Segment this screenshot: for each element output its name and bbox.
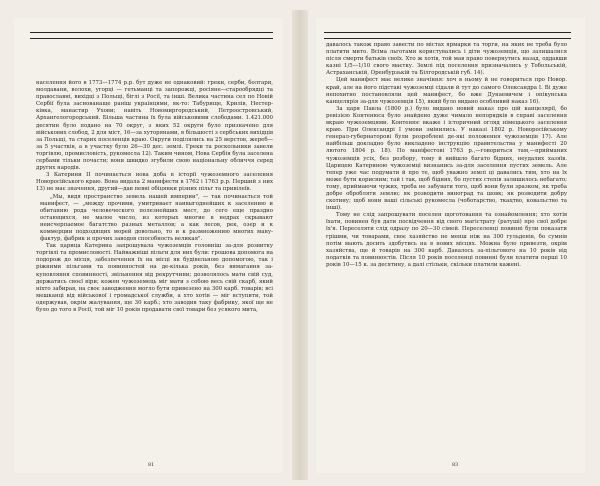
paragraph: Цей манифест має велике значіння: хоч в ньому й не говориться про Новор. край, але на його підставі чужоземці сідали й тут до самого Олександра I. Ві дуже непохитно постановляли цей манифест, бо вже Дунаевичем і опікунська канцелярія за-для чужоземців 15), який було видано особливий наказ 16). — [326, 77, 567, 105]
paragraph: Так царица Катерина запрошувала чужоземців головніш за-для розвитку торгівлі та промисловості. Найважніші пільги для них були: грошова допомога на подорож до місця, забезпечення їх на місці як будівельною допомогою, так і ріжними пільгами та повинностей на де-кілька років, без вимагання закуповляння сповинності, звільнення від рекрутчини; дозволялось мати свій суд, держатись своєї віри; кожен чужоземець міг мати з собою весь свій скарб, який ніхто забирав, на своє заводження могло бути привезено на 300 карб. товарів; всі мешканці від військової і громадської служби, а хто хотів — міг вступити, той одержував, окрім жалування, ще 30 карб.; хто заводив таку фабрику, якої ще не було до того в Росії, той міг 10 років продавати свої товари без усякого мита, — [36, 243, 273, 313]
paragraph: Тому не слід запрошувати поселен щоготовання та ознайомлення; хто хотів їхати, повинен був дати посвідчення від свого магістрату (ратуші) про свої добре їх'я. Переселяти слід одразу по 20—30 сімей. Переселенці повинні були показати грішми, чи товарами, своє хазяйство не менш ніж на 300 гульденів, бо сумнів потім мають досить здобутись на в нових місцях. Можна було привезти, окрім хазяйства, ще й товарів на 300 карб. Давалось за-пільгового на 10 років від податків та повинностів. Після 10 років поселенці повинні були платити перші 10 років 10—15 к. за десятину, а далі стільки, скільки платили кажені. — [326, 212, 567, 268]
header-rule — [324, 32, 571, 39]
book-gutter — [292, 10, 308, 480]
right-page-body — [326, 42, 567, 269]
paragraph: давалось також право завести по містах ярмарки та торги, на яких не треба було платити мито. Всіма льготами користувались і діти чужоземців, що залишалися після смерти батьків своїх. Хто ж хотів, той мав право повернутись назад, оддавши казні 1/5—1/10 свого маєтку. Землі під поселення призначались у Тобольській, Астраханській, Оренбурзькій та Білгородській губ. 14). — [326, 42, 567, 77]
paragraph: За царя Павла (1800 р.) було видано новий наказ про цій канцелярії, бо ревізією Контенюса було знайдено дуже чимало непорядків в справі заселення вкраю чужоземцями. Контенюс вкаже і історичний огляд німецького заселення краю. При Олександрі I умови змінились. У наказі 1802 р. Новоросійському генерал-губернаторові були розроблені де-які положення чужоземців 17). Але найбільш докладно було викладено інструкцію правительства у манифесті 20 лютого 1804 р. 18). По маніфестові 1763 р.,—говориться там,—прийманих чужоземців усіх, без розбору, тому й вийшло багато бідних, неудалих хазяїв. Царицею Катериною чужоземці визнанись за-для заселення пустих земель. Але тепер уже час подумати й про те, щоб уважно землі ці давались тим, хто на їх може бути корисним; тай і так, щоб бідних, бо пустих степів залишилось небагато; тому, приймаючи чужих, треба не забувати того, щоб вони були зразком, як треба добре обробляти землю; як розводити виноград та шовк; як розводити добру скотину; щоб вони ваші сільські рукомесла (чоботарство, ткацтво, ковальство та інші). — [326, 105, 567, 212]
paragraph: З Катерини II починається нова доба в історії чужоземного заселення Новоросійського краю. Вона видала 2 манифести в 1762 і 1763 р.р. Перший з них 13) не має значення, другий—дав певні обіцянки різних пільг та привілеїв. — [36, 172, 273, 193]
header-rule — [30, 32, 273, 39]
paragraph: населення його в 1773—1774 р.р. бут дуже не однаковий: греки, серби, болгари, молдавани, волохи, угорці — гетьманці та запорожці, росіяне—старообрядці та православні, вихідці з Польщі, біглі з Росії, та інші. Велика частина сел по Новій Сербії була заснованаще раніш украінцями, як-то: Табурище, Крилів, Нестерківка, манастир Ухови; навіть Новомиргородський, Петроостровський, Архангелогородський. Більша частина їх була військовими слободами. 1.421.000 десятин було подано на 70 округ, з яких 52 округи було призначено для військових слобод, 2 для міст, 16—за хуторянами, в більшості з сербських вихідців за Польщі, та старих поселенців краю. Округи поділялись на 25 верстов, жереб—за 5 участків, а в участку було 26—30 дес. землі. Греки та роскольники завели торгівлю, промисловість, рукомесла 12). Таким чином, Нова Сербія була заселена сербами тільки почасти; вони швидко згубили свою національну обличчя серед других народів. — [36, 80, 273, 172]
quoted-paragraph: „Мы, видя пространство земель нашей империи", — так починається той манифест, — „между прочими, умитривает наивыгоднейших к заселению и обитанию рода человеческого полезнейших мест, до сего еще праздно остающихся, не малое число, из которых многие в недрах скрывают неисчерпаемое багатство разных металлов; а как лесов, рек, озер и к коммерции подходящих морей довольно, то и к размножению многих мануфактур, фабрик и прочих заводов способность великая". — [40, 193, 273, 243]
page-number: 83 — [452, 462, 459, 468]
left-page — [14, 18, 283, 473]
right-page — [316, 18, 585, 473]
page-number: 81 — [148, 462, 155, 468]
left-page-body — [36, 80, 273, 314]
